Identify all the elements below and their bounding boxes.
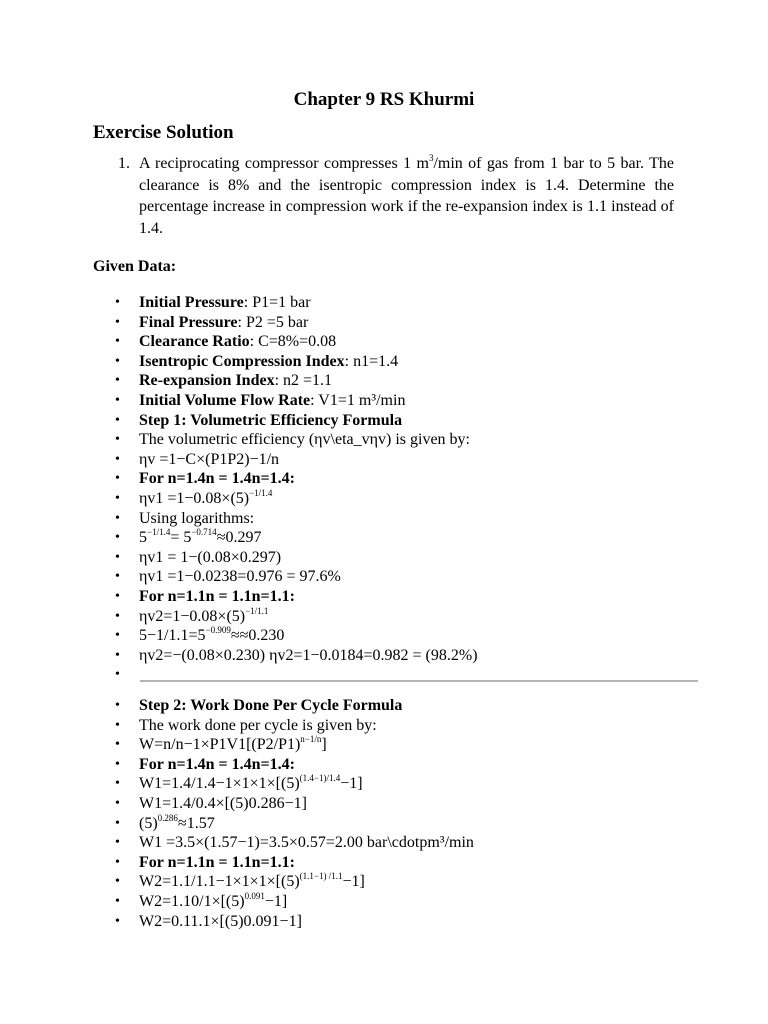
problem-statement [118, 153, 674, 239]
item-value: : n2 =1.1 [274, 372, 333, 390]
given-data-heading: Given Data: [93, 258, 177, 275]
superscript: 0.286 [157, 812, 178, 823]
problem-text-part: A reciprocating compressor compresses 1 m [139, 155, 429, 172]
item-label: Step 2: Work Done Per Cycle Formula [139, 697, 403, 714]
superscript: (1.1−1) /1.1 [299, 871, 343, 882]
item-text: ηv2=1−0.08×(5) [139, 607, 246, 625]
item-label: Isentropic Compression Index [139, 352, 345, 370]
list-item [115, 892, 474, 912]
given-data-list [115, 293, 478, 685]
item-text: Using logarithms: [139, 509, 255, 527]
list-item [115, 696, 474, 716]
list-item [115, 833, 474, 853]
list-item [115, 872, 474, 892]
superscript: −0.909 [205, 625, 231, 636]
list-item [115, 430, 478, 450]
item-label: For n=1.1n = 1.1n=1.1: [139, 853, 295, 871]
item-text: W2=1.10/1×[(5) [139, 892, 245, 910]
list-item [115, 735, 474, 755]
superscript: (1.4−1)/1.4 [299, 773, 341, 784]
problem-text [139, 153, 674, 239]
list-item [115, 371, 478, 391]
list-item [115, 794, 474, 814]
item-text: ] [321, 736, 327, 754]
item-label: Initial Volume Flow Rate [139, 391, 311, 409]
list-item [115, 607, 478, 627]
list-item [115, 489, 478, 509]
item-text: −1] [340, 775, 363, 793]
item-label: For n=1.4n = 1.4n=1.4: [139, 470, 295, 488]
list-item [115, 332, 478, 352]
item-label: Re-expansion Index [139, 372, 275, 390]
superscript: 3 [428, 153, 434, 163]
list-item [115, 293, 478, 313]
item-value: : n1=1.4 [344, 352, 399, 370]
item-text: = 5 [170, 529, 192, 547]
problem-number: 1. [118, 155, 130, 172]
item-text: ≈1.57 [177, 814, 215, 832]
item-text: (5) [139, 814, 158, 832]
list-item [115, 469, 478, 489]
list-item [115, 814, 474, 834]
chapter-title: Chapter 9 RS Khurmi [293, 89, 475, 110]
item-value: : P2 =5 bar [237, 313, 309, 331]
list-item [115, 774, 474, 794]
superscript: 0.091 [244, 890, 265, 901]
item-text: W1=1.4/0.4×[(5)0.286−1] [139, 794, 307, 812]
superscript: −1/1.4 [249, 487, 273, 498]
item-text: The work done per cycle is given by: [139, 716, 377, 734]
item-value: : V1=1 m³/min [310, 391, 406, 409]
item-text: W1=1.4/1.4−1×1×1×[(5) [139, 775, 300, 793]
horizontal-divider [140, 680, 698, 682]
item-text: ≈≈0.230 [230, 627, 285, 645]
problem-text-part: /min of gas from 1 bar to 5 bar. The clearance is 8% and the isentropic compression index is 1.4. Determine the percentage increase in compression work if the re-expansion index is 1.1 instead of 1.4. [139, 155, 674, 237]
item-text: W2=0.11.1×[(5)0.091−1] [139, 912, 302, 930]
list-item [115, 509, 478, 529]
list-item [115, 411, 478, 431]
superscript: −0.714 [191, 527, 217, 538]
item-label: Step 1: Volumetric Efficiency Formula [139, 411, 403, 429]
item-text: ≈0.297 [216, 529, 262, 547]
item-text: W2=1.1/1.1−1×1×1×[(5) [139, 873, 300, 891]
list-item [115, 853, 474, 873]
work-done-list [115, 696, 474, 931]
section-title: Exercise Solution [93, 122, 234, 143]
list-item [115, 450, 478, 470]
list-item [115, 912, 474, 932]
item-value: : P1=1 bar [243, 294, 311, 311]
list-item [115, 528, 478, 548]
item-text: ηv2=−(0.08×0.230) ηv2=1−0.0184=0.982 = (98.2%) [139, 646, 478, 664]
item-text: 5−1/1.1=5 [139, 627, 206, 645]
item-text: The volumetric efficiency (ηv\eta_vηv) is given by: [139, 431, 470, 449]
item-text: W1 =3.5×(1.57−1)=3.5×0.57=2.00 bar\cdotpm³/min [139, 834, 474, 852]
item-label: Clearance Ratio [139, 333, 250, 351]
list-item [115, 626, 478, 646]
list-item [115, 567, 478, 587]
item-text: −1] [264, 892, 288, 910]
superscript: −1/1.1 [245, 605, 269, 616]
list-item [115, 646, 478, 666]
item-label: Initial Pressure [139, 294, 244, 311]
list-item [115, 548, 478, 568]
superscript: −1/1.4 [147, 527, 171, 538]
list-item [115, 313, 478, 333]
item-text: ηv1 =1−0.0238=0.976 = 97.6% [139, 568, 341, 586]
list-item [115, 587, 478, 607]
item-text: ηv1 = 1−(0.08×0.297) [139, 548, 282, 566]
list-item [115, 755, 474, 775]
item-label: For n=1.4n = 1.4n=1.4: [139, 755, 295, 773]
item-text: −1] [342, 873, 365, 891]
superscript: n−1/n [300, 734, 322, 745]
item-label: For n=1.1n = 1.1n=1.1: [139, 587, 295, 605]
item-value: : C=8%=0.08 [249, 333, 337, 351]
list-item [115, 352, 478, 372]
list-item [115, 391, 478, 411]
item-text: W=n/n−1×P1V1[(P2/P1) [139, 736, 301, 754]
item-text: ηv1 =1−0.08×(5) [139, 489, 250, 507]
item-text: ηv =1−C×(P1P2)−1/n [139, 450, 280, 468]
item-text: 5 [139, 529, 147, 547]
list-item [115, 716, 474, 736]
item-label: Final Pressure [139, 313, 238, 331]
